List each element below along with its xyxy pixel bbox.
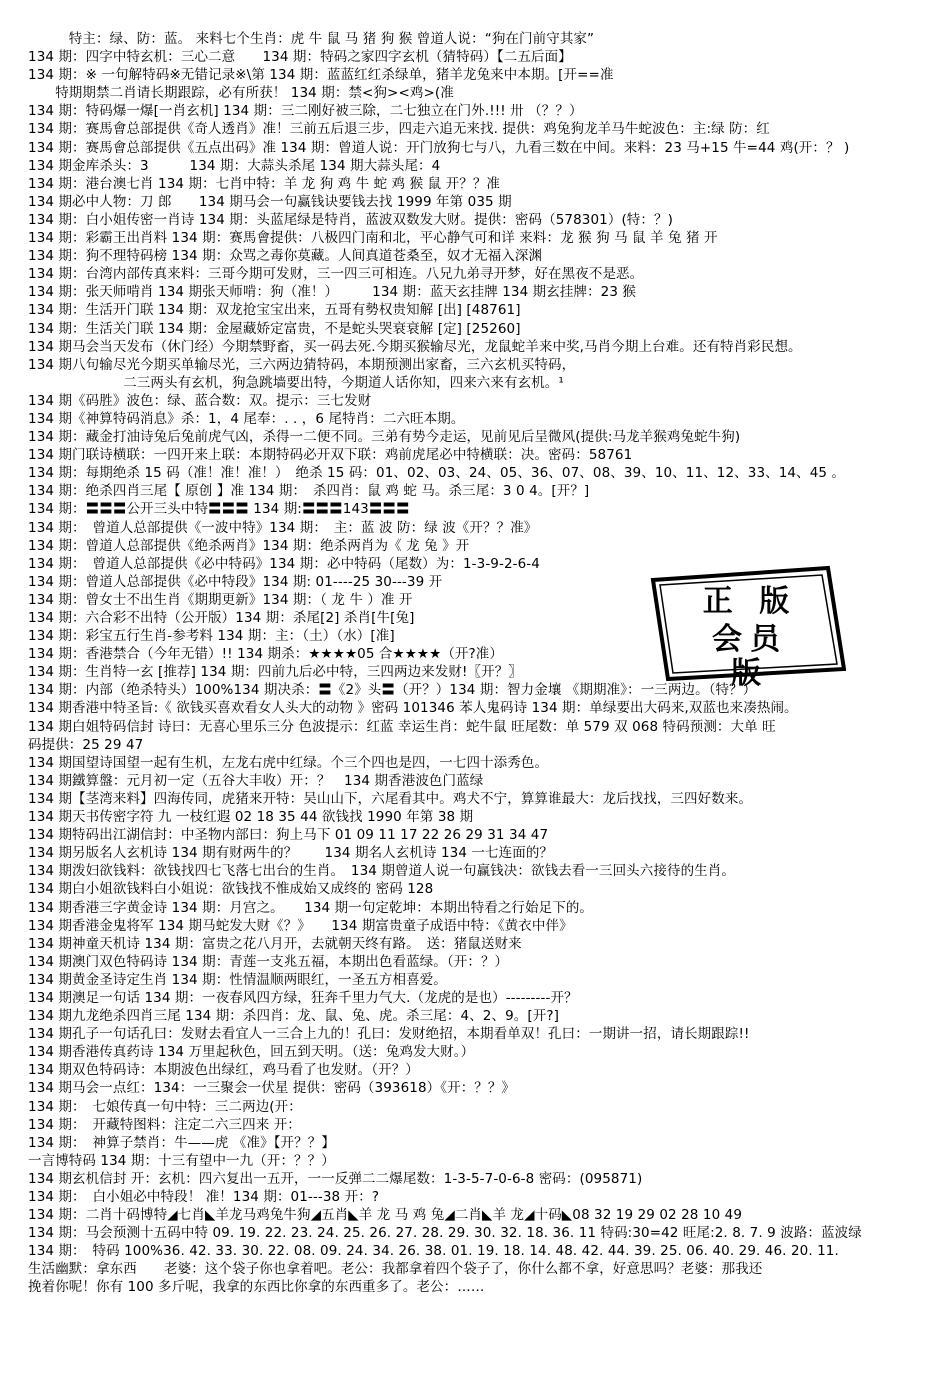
text-line: 134 期： 白小姐必中特段！ 准！134 期：01---38 开：? [28,1189,380,1205]
text-line: 特主：绿、防：蓝。 来料七个生肖：虎 牛 鼠 马 猪 狗 猴 曾道人说：“狗在门前守其家” [28,31,595,47]
text-line: 特期期禁二肖请长期跟踪，必有所获！ 134 期：禁<狗><鸡>(准 [28,85,454,102]
text-line: 134 期： 开藏特图料：注定二六三四来 开： [28,1116,301,1133]
text-line: 134 期： 七娘传真一句中特：三二两边(开： [28,1098,302,1115]
text-line: 134 期：曾道人总部提供《必中特段》134 期: 01----25 30---39 开 [28,573,443,590]
text-line: 134 期泼妇欲钱料：欲钱找四七飞落七出台的生肖。 134 期曾道人说一句赢钱决：欲钱去看一三回头六接待的生肖。 [28,863,735,880]
text-line: 134 期澳门双色特码诗 134 期：青莲一支兆五福，本期出色看蓝绿。（开：？） [28,953,509,970]
text-line: 134 期：白小姐传密一肖诗 134 期：头蓝尾绿是特肖，蓝波双数发大财。提供：密码（578301）(特：？) [28,211,673,228]
text-line: 134 期：曾道人总部提供《绝杀两肖》134 期：绝杀两肖为《 龙 兔 》开 [28,537,470,554]
text-line: 134 期：张天师啃肖 134 期张天师啃：狗（准！） 134 期：蓝天玄挂牌 134 期玄挂牌：23 猴 [28,284,637,301]
text-line: 134 期八句输尽光今期买单输尽光，三六两边猜特码，本期预测出家畜，三六玄机买特码， [28,356,576,373]
text-line: 134 期：彩霸王出肖料 134 期：赛馬會提供：八极四门南和北，平心静气可和详 来料：龙 猴 狗 马 鼠 羊 兔 猪 开 [28,230,718,247]
text-line: 134 期黄金圣诗定生肖 134 期：性情温顺两眼红，一圣五方相喜爱。 [28,971,447,988]
text-line: 134 期门联诗横联：一四开来上联：本期特码必开双下联：鸡前虎尾必中特横联：决。密码：58761 [28,447,633,464]
text-line: 134 期：马会预测十五码中特 09. 19. 22. 23. 24. 25. 26. 27. 28. 29. 30. 32. 18. 36. 11 特码:30=42 旺尾:2. 8. 7. 9 波路：蓝波绿 [28,1225,862,1242]
text-line: 134 期香港传真药诗 134 万里起秋色，回五到天明。（送：兔鸡发大财。） [28,1044,475,1061]
text-line: 134 期：绝杀四肖三尾【 原创 】准 134 期： 杀四肖：鼠 鸡 蛇 马。杀三尾：3 0 4。[开？] [28,483,590,500]
text-line: 134 期【茎湾来料】四海传同，虎猪来开特：吴山山下，六尾看其中。鸡犬不宁，算算谁最大：龙后找找，三四好数来。 [28,790,753,807]
text-line: 134 期马会一点红：134：一三聚会一伏星 提供：密码（393618）《开：？？》 [28,1080,516,1097]
text-line: 134 期： 曾道人总部提供《必中特码》134 期：必中特码（尾数）为：1-3-9-2-6-4 [28,555,540,572]
text-line: 134 期《神算特码消息》杀：1，4 尾奉：. . ，6 尾特肖：二六旺本期。 [28,410,465,427]
text-line: 134 期玄机信封 开：玄机：四六复出一五开，一一反弹二二爆尾数：1-3-5-7-0-6-8 密码：(095871) [28,1170,643,1187]
text-line: 134 期另版名人玄机诗 134 期有财两牛的？ 134 期名人玄机诗 134 一七连面的？ [28,845,554,862]
text-line: 134 期：生活开门联 134 期：双龙抢宝宝出来，五哥有勢权贵知解 [出] [48761] [28,302,521,319]
text-line: 134 期《码胜》波色：绿、蓝合数：双。提示：三七发财 [28,392,372,409]
text-line: 134 期必中人物：刀 郎 134 期马会一句赢钱诀要钱去找 1999 年第 035 期 [28,193,512,210]
text-line: 二三两头有玄机，狗急跳墙要出特，今期道人话你知，四来六来有玄机。¹ [28,374,564,391]
text-line: 134 期：每期绝杀 15 码（准！准！准！） 绝杀 15 码：01、02、03、24、05、36、07、08、39、10、11、12、33、14、45 。 [28,465,846,482]
text-line: 134 期：台湾内部传真来料：三哥今期可发财，三一四三可相连。八兄九弟寻开梦，好在黑夜不是恶。 [28,266,644,283]
text-line: 134 期天书传密字符 九 一枝红遐 02 18 35 44 欲钱找 1990 年第 38 期 [28,809,474,826]
text-line: 134 期：港台澳七肖 134 期：七肖中特：羊 龙 狗 鸡 牛 蛇 鸡 猴 鼠 开？？准 [28,175,501,192]
text-line: 一言博特码 134 期：十三有望中一九（开：？？） [28,1152,335,1169]
text-line: 134 期特码出江湖信封：中圣物内部曰：狗上马下 01 09 11 17 22 26 29 31 34 47 [28,827,549,844]
text-line: 134 期：※ 一句解特码※无错记录※\第 134 期：蓝蓝红红杀绿单，猪羊龙兔来中本期。[开==准 [28,67,614,84]
text-line: 134 期澳足一句话 134 期：一夜春风四方绿，狂奔千里力气大.（龙虎的是也）---------开？ [28,989,578,1006]
text-line: 134 期双色特码诗：本期波色出绿红，鸡马看了也发财。（开？） [28,1062,419,1079]
text-line: 134 期：赛馬會总部提供《奇人透肖》准！三前五后退三步，四走六追无来找. 提供：鸡兔狗龙羊马牛蛇波色：主:绿 防：红 [28,121,770,138]
text-line: 134 期国望诗国望一起有生机，左龙右虎中红绿。个三个四也是四，一七四十添秀色。 [28,754,549,771]
text-line: 134 期香港金鬼将军 134 期马蛇发大财《？》 134 期富贵童子成语中特：《黄衣中伴》 [28,917,573,934]
text-line: 码提供：25 29 47 [28,736,144,753]
text-line: 134 期：四字中特玄机：三心二意 134 期：特码之家四字玄机（猜特码）【二五后面】 [28,49,572,66]
text-line: 134 期白小姐欲钱料白小姐说：欲钱找不惟成始又成终的 密码 128 [28,881,434,898]
official-member-stamp [650,565,846,691]
text-line: 134 期白姐特码信封 诗曰：无喜心里乐三分 色波提示：红蓝 幸运生肖：蛇牛鼠 旺尾数：单 579 双 068 特码预测：大单 旺 [28,718,776,735]
text-line: 134 期：赛馬會总部提供《五点出码》准 134 期：曾道人说：开门放狗七与八，九看三数在中间。来料：23 马+15 牛=44 鸡(开：？ ) [28,139,850,156]
text-line: 134 期：内部（绝杀特头）100%134 期决杀：〓《2》头〓（开？）134 期：智力金壤 《期期准》：一三两边。（特？） [28,682,757,699]
text-line: 134 期：狗不理特码榜 134 期：众骂之毒你莫藏。人间真道苍桑至，奴才无福入深渊 [28,248,543,265]
text-line: 134 期： 曾道人总部提供《一波中特》134 期： 主：蓝 波 防：绿 波《开？？准》 [28,519,538,536]
stamp-line-genuine: 正 版 [702,584,798,619]
text-line: 134 期香港中特圣旨:《 欲钱买喜欢看女人头大的动物 》密码 101346 苯人鬼码诗 134 期：单绿要出大码来,双蓝也来凑热闹。 [28,700,798,717]
text-line: 134 期：二肖十码博特◢七肖◣羊龙马鸡兔牛狗◢五肖◣羊 龙 马 鸡 兔◢二肖◣羊 龙◢十码◣08 32 19 29 02 28 10 49 [28,1207,743,1224]
text-line: 134 期：六合彩不出特（公开版）134 期：杀尾[2] 杀肖[牛[兔] [28,610,415,626]
text-line: 134 期：藏金打油诗兔后兔前虎气凶，杀得一二便不同。三弟有势今走运，见前见后呈微风(提供:马龙羊猴鸡兔蛇牛狗) [28,429,741,446]
text-line: 134 期鐵算盤：元月初一定（五谷大丰收）开：？ 134 期香港波色门蓝绿 [28,772,484,789]
text-line: 134 期孔子一句话孔曰：发财去看宜人一三合上九的！孔曰：发财绝招，本期看单双！孔曰：一期讲一招，请长期跟踪!! [28,1026,750,1043]
text-line: 134 期： 特码 100%36. 42. 33. 30. 22. 08. 09. 24. 34. 26. 38. 01. 19. 18. 14. 48. 42. 44. 39. 25. 06. 40. 29. 46. 20. 11. [28,1243,839,1260]
text-line: 134 期九龙绝杀四肖三尾 134 期：杀四肖：龙、鼠、兔、虎。杀三尾：4、2、9。[开?] [28,1008,559,1025]
text-line: 134 期：生肖特一玄 [推荐] 134 期：四前九后必中特，三四两边来发财!〖开？〗 [28,664,522,681]
text-line: 134 期香港三字黄金诗 134 期：月宫之。 134 期一句定乾坤：本期出特看之行始足下的。 [28,899,594,916]
text-line: 134 期： 神算子禁肖：牛——虎 《准》【开？？】 [28,1134,335,1151]
text-line: 134 期：曾女士不出生肖《期期更新》134 期：（ 龙 牛 ）准 开 [28,591,413,608]
text-line: 挽着你呢！你有 100 多斤呢，我拿的东西比你拿的东西重多了。老公：…… [28,1279,485,1296]
text-line: 134 期：生活关门联 134 期：金屋藏娇定富贵，不是蛇头哭衰衰解 [定] [25260] [28,320,521,337]
text-line: 生活幽默：拿东西 老婆：这个袋子你也拿着吧。老公：我都拿着四个袋子了，你什么都不拿，好意思吗？老婆：那我还 [28,1261,763,1278]
text-line: 134 期：〓〓〓公开三头中特〓〓〓 134 期:〓〓〓143〓〓〓 [28,501,410,518]
text-line: 134 期：特码爆一爆[一肖玄机] 134 期：三二刚好被三除，二七独立在门外.!!! 卅 （？？） [28,103,583,120]
stamp-line-member: 会员版 [712,622,788,691]
text-line: 134 期：彩宝五行生肖-参考料 134 期：主：（土）（水）[准] [28,628,395,645]
text-line: 134 期：香港禁合（今年无错）!! 134 期杀：★★★★05 合★★★★（开?准） [28,646,503,663]
text-line: 134 期神童天机诗 134 期：富贵之花八月开，去就朝天终有路。 送：猪鼠送财来 [28,935,522,952]
text-line: 134 期金库杀头：3 134 期：大蒜头杀尾 134 期大蒜头尾：4 [28,157,441,174]
text-line: 134 期马会当天发布（休门经）今期禁野畜，买一码去死.今期买猴输尽光，龙鼠蛇羊来中奖,马肖今期上台难。还有特肖彩民想。 [28,338,802,355]
